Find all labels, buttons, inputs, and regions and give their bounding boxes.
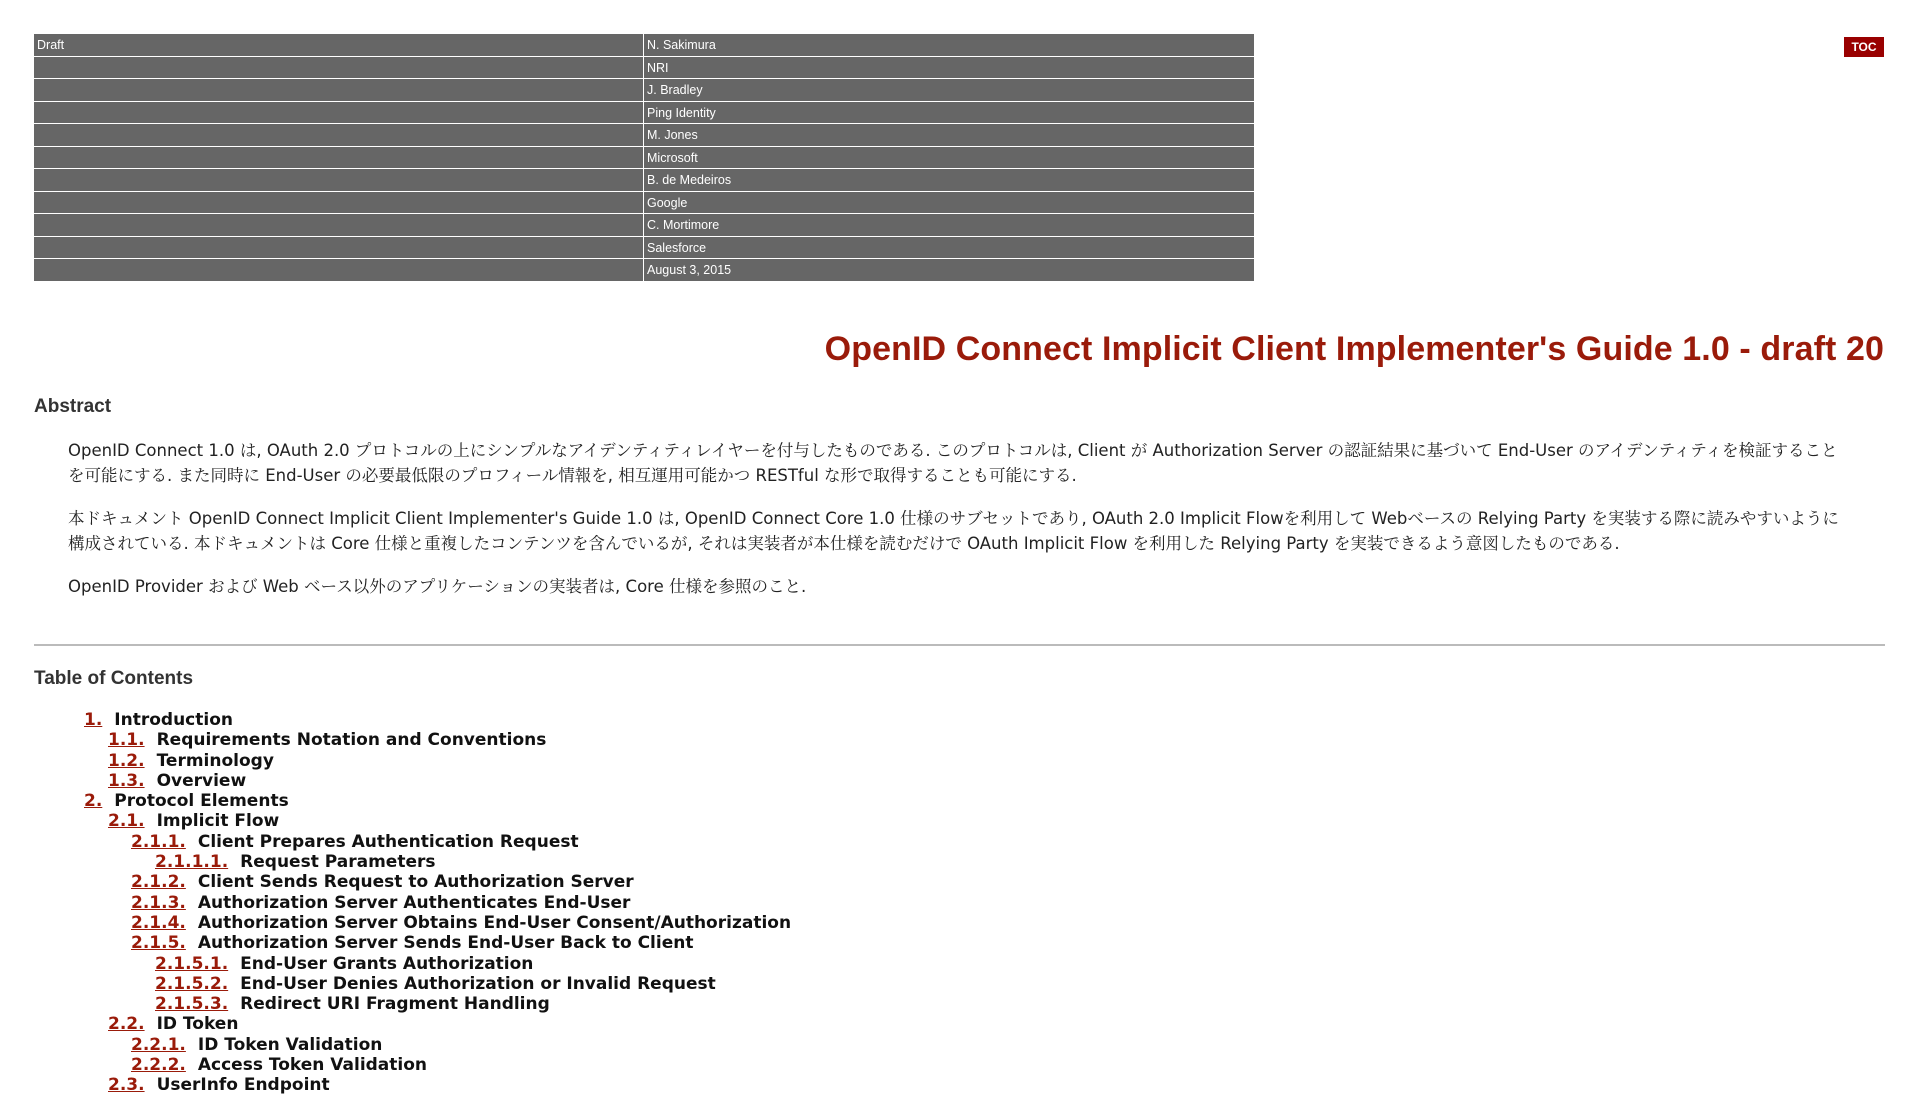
- toc-item: [0, 811, 1200, 831]
- toc-item: [0, 974, 1200, 994]
- toc-section-title[interactable]: Protocol Elements: [114, 791, 289, 812]
- abstract-body: [68, 438, 1848, 617]
- toc-heading: Table of Contents: [34, 668, 194, 689]
- toc-section-title[interactable]: Request Parameters: [240, 852, 436, 873]
- toc-section-title[interactable]: ID Token Validation: [197, 1034, 383, 1055]
- toc-section-number-link[interactable]: 1.1.: [108, 730, 145, 751]
- toc-section-number-link[interactable]: 1.2.: [108, 750, 145, 771]
- toc-item: [0, 1014, 1200, 1034]
- header-cell-left: [34, 147, 644, 169]
- header-cell-right: Google: [647, 195, 688, 210]
- toc-item: [0, 832, 1200, 852]
- header-cell-left: [34, 259, 644, 281]
- header-cell-right: N. Sakimura: [647, 38, 716, 52]
- toc-item: [0, 1035, 1200, 1055]
- toc-section-number-link[interactable]: 2.1.3.: [131, 892, 186, 913]
- toc-section-number-link[interactable]: 2.1.4.: [131, 912, 186, 933]
- toc-section-title[interactable]: ID Token: [156, 1014, 239, 1035]
- toc-section-number-link[interactable]: 2.1.1.1.: [155, 852, 229, 873]
- header-cell-right: Microsoft: [647, 150, 698, 165]
- toc-section-title[interactable]: Overview: [156, 770, 247, 791]
- toc-section-number-link[interactable]: 2.1.2.: [131, 872, 186, 893]
- toc-section-number-link[interactable]: 2.: [84, 791, 103, 812]
- header-cell-right: B. de Medeiros: [647, 173, 732, 187]
- header-row: [34, 147, 1254, 170]
- header-cell-left: [34, 102, 644, 124]
- toc-section-number-link[interactable]: 1.: [84, 710, 103, 730]
- toc-section-number-link[interactable]: 2.1.5.3.: [155, 994, 229, 1015]
- toc-item: [0, 913, 1200, 933]
- toc-item: [0, 994, 1200, 1014]
- toc-section-title[interactable]: Authorization Server Obtains End-User Consent/Authorization: [197, 912, 792, 933]
- toc-section-title[interactable]: Authorization Server Authenticates End-User: [197, 892, 631, 913]
- abstract-paragraph: OpenID Provider および Web ベース以外のアプリケーションの実装者は, Core 仕様を参照のこと.: [68, 577, 807, 596]
- toc-item: [0, 730, 1200, 750]
- header-cell-left: [34, 79, 644, 101]
- header-row: [34, 34, 1254, 57]
- header-cell-right: C. Mortimore: [647, 218, 720, 232]
- toc-item: [0, 933, 1200, 953]
- toc-item: [0, 872, 1200, 892]
- toc-item: [0, 771, 1200, 791]
- abstract-paragraph: OpenID Connect 1.0 は, OAuth 2.0 プロトコルの上にシンプルなアイデンティティレイヤーを付与したものである. このプロトコルは, Client が Authorization Server の認証結果に基づいて End-User のアイデンティティを検証することを可能にする. また同時に End-User の必要最低限のプロフィール情報を, 相互運用可能かつ RESTful な形で取得することも可能にする.: [68, 441, 1838, 485]
- toc-item: [0, 893, 1200, 913]
- toc-section-title[interactable]: Terminology: [156, 750, 274, 771]
- document-header-table: [34, 34, 1254, 282]
- toc-item: [0, 1075, 1200, 1095]
- toc-section-title[interactable]: Access Token Validation: [197, 1055, 428, 1076]
- toc-item: [0, 1055, 1200, 1075]
- toc-section-number-link[interactable]: 2.1.: [108, 811, 145, 832]
- toc-item: [0, 954, 1200, 974]
- header-row: [34, 214, 1254, 237]
- header-cell-right: NRI: [647, 60, 669, 75]
- header-cell-left: [34, 214, 644, 236]
- header-row: [34, 79, 1254, 102]
- toc-list: [0, 710, 1200, 1096]
- toc-link-button[interactable]: TOC: [1844, 37, 1884, 57]
- abstract-heading: Abstract: [34, 396, 112, 417]
- header-cell-right: J. Bradley: [647, 83, 703, 97]
- toc-item: [0, 791, 1200, 811]
- header-cell-left: Draft: [34, 34, 644, 56]
- toc-section-title[interactable]: Redirect URI Fragment Handling: [240, 994, 550, 1015]
- header-row: [34, 57, 1254, 80]
- toc-item: [0, 710, 1200, 730]
- toc-section-title[interactable]: Authorization Server Sends End-User Back to Client: [197, 933, 694, 954]
- toc-section-number-link[interactable]: 2.3.: [108, 1075, 145, 1096]
- header-row: [34, 259, 1254, 282]
- header-cell-right: Ping Identity: [647, 105, 716, 120]
- toc-section-title[interactable]: Introduction: [114, 710, 233, 730]
- toc-section-number-link[interactable]: 1.3.: [108, 770, 145, 791]
- toc-section-number-link[interactable]: 2.1.1.: [131, 831, 186, 852]
- header-cell-left: [34, 124, 644, 146]
- header-cell-left: [34, 169, 644, 191]
- toc-item: [0, 852, 1200, 872]
- header-row: [34, 237, 1254, 260]
- toc-section-title[interactable]: Client Sends Request to Authorization Server: [197, 872, 634, 893]
- toc-section-title[interactable]: End-User Grants Authorization: [240, 953, 534, 974]
- toc-section-number-link[interactable]: 2.1.5.2.: [155, 973, 229, 994]
- toc-section-number-link[interactable]: 2.1.5.1.: [155, 953, 229, 974]
- header-row: [34, 102, 1254, 125]
- toc-section-title[interactable]: Implicit Flow: [156, 811, 280, 832]
- section-divider: [34, 644, 1885, 646]
- header-cell-right: Salesforce: [647, 240, 707, 255]
- toc-section-number-link[interactable]: 2.1.5.: [131, 933, 186, 954]
- toc-section-title[interactable]: Requirements Notation and Conventions: [156, 730, 547, 751]
- page-title: OpenID Connect Implicit Client Implementer's Guide 1.0 - draft 20: [824, 330, 1884, 368]
- header-cell-left: [34, 237, 644, 259]
- header-cell-right: M. Jones: [647, 128, 698, 142]
- header-row: [34, 192, 1254, 215]
- toc-section-number-link[interactable]: 2.2.2.: [131, 1055, 186, 1076]
- toc-section-number-link[interactable]: 2.2.: [108, 1014, 145, 1035]
- toc-section-title[interactable]: UserInfo Endpoint: [156, 1075, 330, 1096]
- toc-item: [0, 751, 1200, 771]
- header-row: [34, 124, 1254, 147]
- abstract-paragraph: 本ドキュメント OpenID Connect Implicit Client Implementer's Guide 1.0 は, OpenID Connect Core 1.0 仕様のサブセットであり, OAuth 2.0 Implicit Flowを利用して Webベースの Relying Party を実装する際に読みやすいように構成されている. 本ドキュメントは Core 仕様と重複したコンテンツを含んでいるが, それは実装者が本仕様を読むだけで OAuth Implicit Flow を利用した Relying Party を実装できるよう意図したものである.: [68, 509, 1839, 553]
- header-cell-left: [34, 192, 644, 214]
- header-row: [34, 169, 1254, 192]
- toc-section-title[interactable]: End-User Denies Authorization or Invalid Request: [240, 973, 716, 994]
- header-cell-right: August 3, 2015: [647, 263, 732, 277]
- header-cell-left: [34, 57, 644, 79]
- toc-section-number-link[interactable]: 2.2.1.: [131, 1034, 186, 1055]
- toc-section-title[interactable]: Client Prepares Authentication Request: [197, 831, 579, 852]
